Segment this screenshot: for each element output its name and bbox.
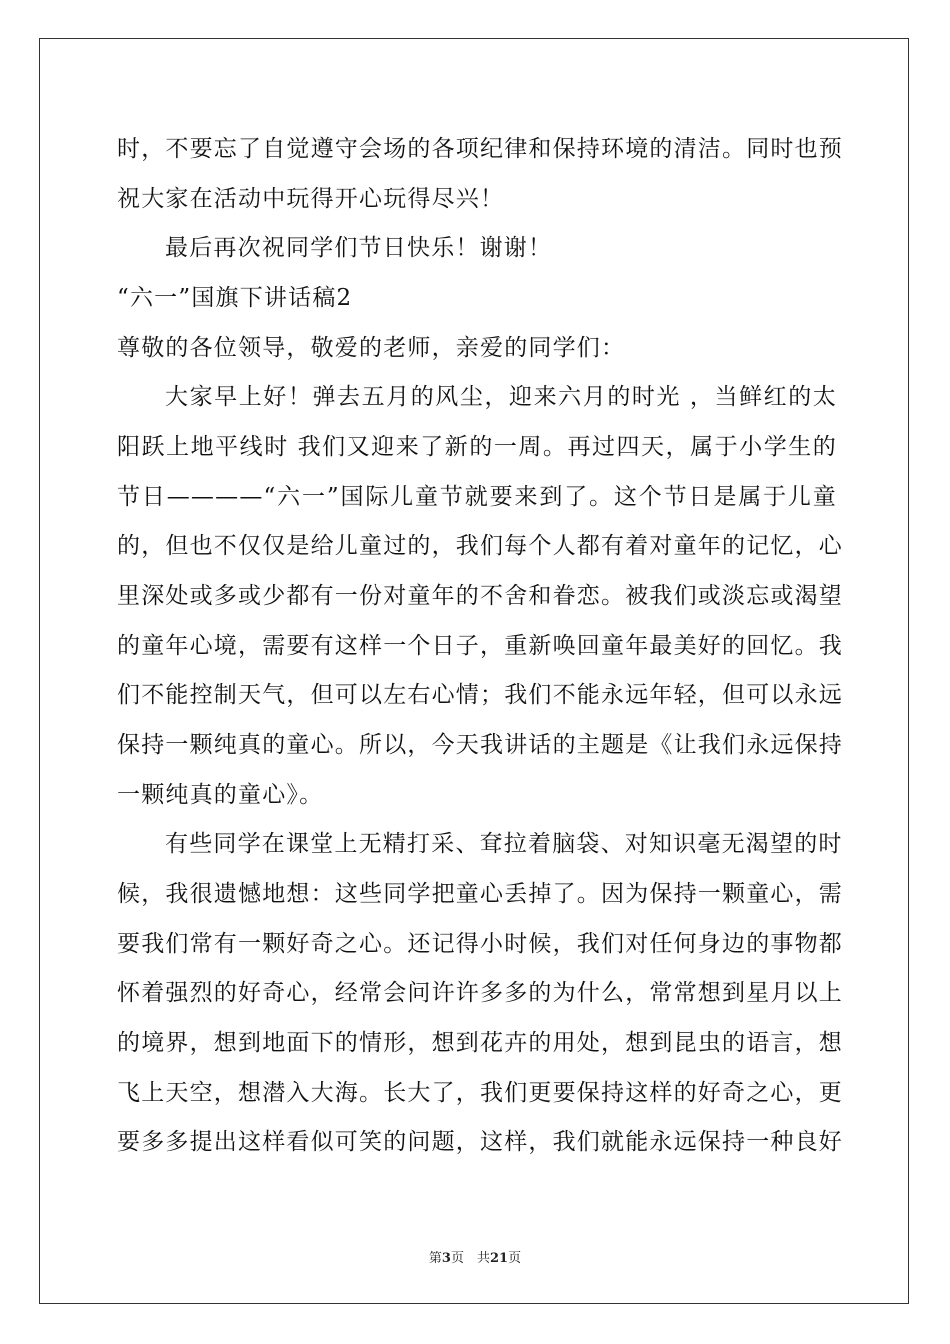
text-line: 保持一颗纯真的童心。所以，今天我讲话的主题是《让我们永远保持: [117, 732, 843, 758]
text-line: 祝大家在活动中玩得开心玩得尽兴！: [117, 186, 505, 212]
salutation: 尊敬的各位领导，敬爱的老师，亲爱的同学们：: [117, 335, 626, 361]
page-prefix: 第: [428, 1251, 442, 1266]
text-line: 要我们常有一颗好奇之心。还记得小时候，我们对任何身边的事物都: [117, 931, 843, 957]
text-line: 们不能控制天气，但可以左右心情；我们不能永远年轻，但可以永远: [117, 682, 843, 708]
text-line: 候，我很遗憾地想：这些同学把童心丢掉了。因为保持一颗童心，需: [117, 881, 843, 907]
text-line: 大家早上好！弹去五月的风尘，迎来六月的时光 ，当鲜红的太: [165, 384, 837, 410]
text-line: 阳跃上地平线时 我们又迎来了新的一周。再过四天，属于小学生的: [117, 434, 837, 460]
text-line: 有些同学在课堂上无精打采、耷拉着脑袋、对知识毫无渴望的时: [165, 831, 843, 857]
section-heading: “六一”国旗下讲话稿2: [117, 285, 353, 311]
text-line: 的，但也不仅仅是给儿童过的，我们每个人都有着对童年的记忆，心: [117, 533, 843, 559]
page-border: [39, 38, 909, 1304]
text-line: 的境界，想到地面下的情形，想到花卉的用处，想到昆虫的语言，想: [117, 1030, 843, 1056]
total-pages-number: 21: [489, 1251, 509, 1266]
text-line: 最后再次祝同学们节日快乐！谢谢！: [165, 235, 553, 261]
page-suffix: 页: [508, 1251, 522, 1266]
current-page-number: 3: [441, 1251, 451, 1266]
text-line: 一颗纯真的童心》。: [117, 782, 324, 808]
text-line: 要多多提出这样看似可笑的问题，这样，我们就能永远保持一种良好: [117, 1129, 843, 1155]
text-line: 飞上天空，想潜入大海。长大了，我们更要保持这样的好奇之心，更: [117, 1080, 843, 1106]
text-line: 节日————“六一”国际儿童节就要来到了。这个节日是属于儿童: [117, 484, 837, 510]
text-line: 的童年心境，需要有这样一个日子，重新唤回童年最美好的回忆。我: [117, 633, 843, 659]
text-line: 里深处或多或少都有一份对童年的不舍和眷恋。被我们或淡忘或渴望: [117, 583, 843, 609]
page-separator: 页 共: [450, 1251, 490, 1266]
text-line: 时，不要忘了自觉遵守会场的各项纪律和保持环境的清洁。同时也预: [117, 136, 843, 162]
text-line: 怀着强烈的好奇心，经常会问许许多多的为什么，常常想到星月以上: [117, 980, 843, 1006]
page-footer: [0, 1247, 950, 1266]
